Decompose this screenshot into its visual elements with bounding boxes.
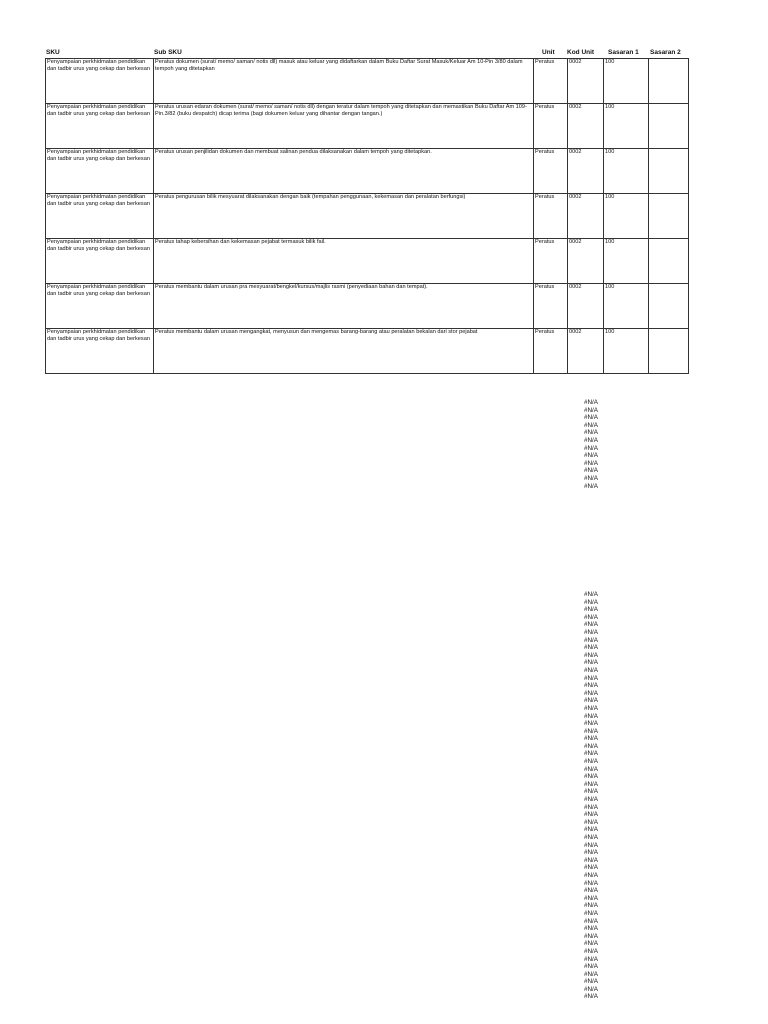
na-cell: #N/A — [584, 429, 598, 437]
na-cell: #N/A — [584, 689, 598, 697]
na-cell: #N/A — [584, 651, 598, 659]
na-cell: #N/A — [584, 474, 598, 482]
na-cell: #N/A — [584, 742, 598, 750]
na-cell: #N/A — [584, 414, 598, 422]
na-cell: #N/A — [584, 879, 598, 887]
na-cell: #N/A — [584, 621, 598, 629]
na-cell: #N/A — [584, 606, 598, 614]
na-cell: #N/A — [584, 894, 598, 902]
sub-sku-cell: Peratus membantu dalam urusan mengangkat, menyusun dan mengemas barang-barang atau peralatan bekalan dari stor pejabat — [154, 329, 534, 374]
na-cell: #N/A — [584, 459, 598, 467]
na-column-group-1 — [584, 399, 598, 490]
na-cell: #N/A — [584, 864, 598, 872]
na-cell: #N/A — [584, 780, 598, 788]
na-cell: #N/A — [584, 697, 598, 705]
na-cell: #N/A — [584, 765, 598, 773]
na-cell: #N/A — [584, 826, 598, 834]
na-cell: #N/A — [584, 750, 598, 758]
na-cell: #N/A — [584, 917, 598, 925]
sub-sku-cell: Peratus urusan edaran dokumen (surat/ memo/ saman/ notis dll) dengan teratur dalam tempoh yang ditetapkan dan memastikan Buku Daftar Am 109-Pin.3/82 (buku despatch) dicap terima (bagi dokumen keluar yang dihantar dengan tangan.) — [154, 104, 534, 149]
sasaran-1-cell: 100 — [604, 239, 649, 284]
header-sku: SKU — [46, 49, 60, 56]
na-cell: #N/A — [584, 613, 598, 621]
na-cell: #N/A — [584, 666, 598, 674]
sub-sku-cell: Peratus tahap kebersihan dan kekemasan pejabat termasuk bilik fail. — [154, 239, 534, 284]
na-cell: #N/A — [584, 467, 598, 475]
table-row — [46, 104, 689, 149]
na-cell: #N/A — [584, 841, 598, 849]
header-sasaran-2: Sasaran 2 — [650, 49, 681, 56]
sub-sku-cell: Peratus pengurusan bilik mesyuarat dilaksanakan dengan baik (tempahan penggunaan, kekemasan dan peralatan berfungsi) — [154, 194, 534, 239]
na-cell: #N/A — [584, 849, 598, 857]
na-cell: #N/A — [584, 421, 598, 429]
kod-unit-cell: 0002 — [568, 59, 604, 104]
na-cell: #N/A — [584, 818, 598, 826]
na-cell: #N/A — [584, 636, 598, 644]
na-cell: #N/A — [584, 452, 598, 460]
kod-unit-cell: 0002 — [568, 284, 604, 329]
unit-cell: Peratus — [534, 284, 568, 329]
unit-cell: Peratus — [534, 149, 568, 194]
na-cell: #N/A — [584, 444, 598, 452]
na-cell: #N/A — [584, 932, 598, 940]
unit-cell: Peratus — [534, 104, 568, 149]
na-cell: #N/A — [584, 727, 598, 735]
na-column-group-2 — [584, 591, 598, 1001]
header-sub-sku: Sub SKU — [154, 49, 182, 56]
sku-table — [45, 58, 689, 374]
na-cell: #N/A — [584, 758, 598, 766]
na-cell: #N/A — [584, 482, 598, 490]
kod-unit-cell: 0002 — [568, 329, 604, 374]
na-cell: #N/A — [584, 871, 598, 879]
na-cell: #N/A — [584, 644, 598, 652]
na-cell: #N/A — [584, 788, 598, 796]
na-cell: #N/A — [584, 978, 598, 986]
na-cell: #N/A — [584, 902, 598, 910]
table-row — [46, 239, 689, 284]
na-cell: #N/A — [584, 985, 598, 993]
header-sasaran-1: Sasaran 1 — [608, 49, 639, 56]
sku-cell: Penyampaian perkhidmatan pendidikan dan tadbir urus yang cekap dan berkesan — [46, 194, 154, 239]
na-cell: #N/A — [584, 993, 598, 1001]
na-cell: #N/A — [584, 628, 598, 636]
na-cell: #N/A — [584, 720, 598, 728]
na-cell: #N/A — [584, 947, 598, 955]
na-cell: #N/A — [584, 682, 598, 690]
table-row — [46, 194, 689, 239]
na-cell: #N/A — [584, 940, 598, 948]
table-row — [46, 149, 689, 194]
na-cell: #N/A — [584, 704, 598, 712]
sasaran-2-cell — [649, 59, 689, 104]
sasaran-1-cell: 100 — [604, 194, 649, 239]
sasaran-1-cell: 100 — [604, 149, 649, 194]
table-row — [46, 284, 689, 329]
kod-unit-cell: 0002 — [568, 149, 604, 194]
na-cell: #N/A — [584, 436, 598, 444]
sku-cell: Penyampaian perkhidmatan pendidikan dan tadbir urus yang cekap dan berkesan — [46, 59, 154, 104]
na-cell: #N/A — [584, 925, 598, 933]
na-cell: #N/A — [584, 659, 598, 667]
sasaran-2-cell — [649, 149, 689, 194]
sku-cell: Penyampaian perkhidmatan pendidikan dan tadbir urus yang cekap dan berkesan — [46, 104, 154, 149]
sasaran-1-cell: 100 — [604, 284, 649, 329]
na-cell: #N/A — [584, 970, 598, 978]
sku-cell: Penyampaian perkhidmatan pendidikan dan tadbir urus yang cekap dan berkesan — [46, 239, 154, 284]
na-cell: #N/A — [584, 674, 598, 682]
na-cell: #N/A — [584, 735, 598, 743]
sasaran-2-cell — [649, 329, 689, 374]
na-cell: #N/A — [584, 598, 598, 606]
sku-cell: Penyampaian perkhidmatan pendidikan dan tadbir urus yang cekap dan berkesan — [46, 329, 154, 374]
sub-sku-cell: Peratus urusan penjilidan dokumen dan membuat salinan pendua dilaksanakan dalam tempoh yang ditetapkan. — [154, 149, 534, 194]
na-cell: #N/A — [584, 834, 598, 841]
na-cell: #N/A — [584, 963, 598, 971]
na-cell: #N/A — [584, 909, 598, 917]
table-row — [46, 59, 689, 104]
sku-cell: Penyampaian perkhidmatan pendidikan dan tadbir urus yang cekap dan berkesan — [46, 284, 154, 329]
unit-cell: Peratus — [534, 194, 568, 239]
na-cell: #N/A — [584, 712, 598, 720]
unit-cell: Peratus — [534, 239, 568, 284]
sasaran-1-cell: 100 — [604, 59, 649, 104]
sasaran-1-cell: 100 — [604, 104, 649, 149]
unit-cell: Peratus — [534, 59, 568, 104]
table-row — [46, 329, 689, 374]
sasaran-2-cell — [649, 104, 689, 149]
na-cell: #N/A — [584, 803, 598, 811]
na-cell: #N/A — [584, 796, 598, 804]
sub-sku-cell: Peratus dokumen (surat/ memo/ saman/ notis dll) masuk atau keluar yang didaftarkan dalam Buku Daftar Surat Masuk/Keluar Am 10-Pin 3/80 dalam tempoh yang ditetapkan — [154, 59, 534, 104]
sku-cell: Penyampaian perkhidmatan pendidikan dan tadbir urus yang cekap dan berkesan — [46, 149, 154, 194]
header-unit: Unit — [542, 49, 555, 56]
sasaran-1-cell: 100 — [604, 329, 649, 374]
sasaran-2-cell — [649, 194, 689, 239]
header-kod-unit: Kod Unit — [567, 49, 595, 56]
sub-sku-cell: Peratus membantu dalam urusan pra mesyuarat/bengkel/kursus/majlis rasmi (penyediaan bahan dan tempat). — [154, 284, 534, 329]
kod-unit-cell: 0002 — [568, 104, 604, 149]
sasaran-2-cell — [649, 284, 689, 329]
na-cell: #N/A — [584, 955, 598, 963]
na-cell: #N/A — [584, 887, 598, 895]
na-cell: #N/A — [584, 399, 598, 406]
na-cell: #N/A — [584, 773, 598, 781]
kod-unit-cell: 0002 — [568, 239, 604, 284]
na-cell: #N/A — [584, 811, 598, 819]
sasaran-2-cell — [649, 239, 689, 284]
na-cell: #N/A — [584, 856, 598, 864]
unit-cell: Peratus — [534, 329, 568, 374]
na-cell: #N/A — [584, 406, 598, 414]
kod-unit-cell: 0002 — [568, 194, 604, 239]
na-cell: #N/A — [584, 591, 598, 598]
